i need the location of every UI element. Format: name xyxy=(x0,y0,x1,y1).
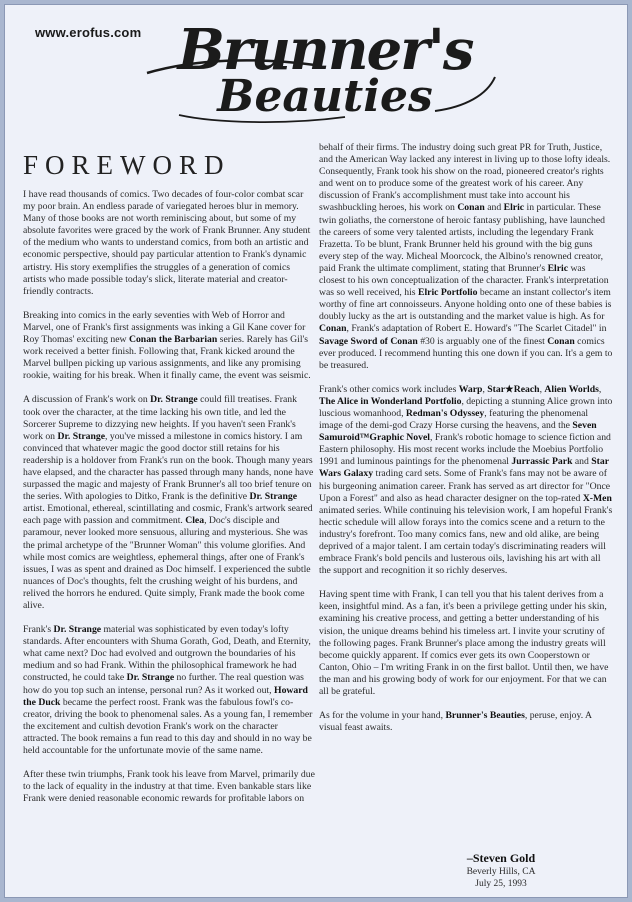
paragraph: Breaking into comics in the early seventies with Web of Horror and Marvel, one of Frank's first assignments was inking a Gil Kane cover for Roy Thomas' exciting new Conan the Barbarian series. Rarely has Gil's work received a better finish. Following that, Frank kicked around the Marvel bullpen picking up various assignments, and like any promising rookie, waiting for his break. When it finally came, the event was seismic. xyxy=(23,309,311,382)
paragraph: As for the volume in your hand, Brunner's Beauties, peruse, enjoy. A visual feast awaits. xyxy=(319,710,592,734)
right-column xyxy=(319,142,613,746)
signature-date: July 25, 1993 xyxy=(475,879,527,889)
watermark: www.erofus.com xyxy=(35,25,142,40)
paragraph: Frank's other comics work includes Warp, Star★Reach, Alien Worlds, The Alice in Wonderland Portfolio, depicting a stunning Alice grown into luscious womanhood, Redman's Odyssey, featuring the phenomenal image of the demi-god Crazy Horse cursing the heavens, and the Seven Samuroid™Graphic Novel, Frank's robotic homage to science fiction and Eastern philosophy. His most recent works include the Moebius Portfolio 1991 and luminous paintings for the phenomenal Jurrassic Park and Star Wars Galaxy trading card sets. Some of Frank's fans may not be aware of his burgeoning animation career. Frank has served as art director for "Once Upon a Forest" and also as head character designer on the top-rated X-Men animated series. While continuing his television work, I am hopeful Frank's hectic schedule will allow forays into the comics scene and a return to the industry's forefront. Too many comics fans, new and old alike, are being deprived of a major talent. I am certain today's discriminating readers will embrace Frank's bold pencils and lusterous oils, lavishing his art with all the support and recognition it so richly deserves. xyxy=(319,383,613,577)
paragraph: After these twin triumphs, Frank took his leave from Marvel, primarily due to the lack of equality in the industry at that time. Even bankable stars like Frank were denied reasonable economic rewards for profitable labors on xyxy=(23,769,315,805)
page-title: FOREWORD xyxy=(23,150,231,180)
paragraph: Frank's Dr. Strange material was sophisticated by even today's lofty standards. After encounters with Shuma Gorath, God, Death, and Eternity, what came next? Doc had evolved and outgrown the boundaries of his medium and so had Frank. Within the philosophical framework he had constructed, he could take Dr. Strange no further. The real question was how do you top such an intense, personal run? As it worked out, Howard the Duck became the perfect roost. Frank was the fabulous fowl's co-creator, driving the book to phenomenal sales. As a young fan, I remember the excitement and cultish devotion Frank's work on the character attracted. The book remains a fun read to this day and should in no way be held accountable for the unfortunate movie of the same name. xyxy=(23,624,313,757)
left-column xyxy=(23,189,315,817)
paragraph: Having spent time with Frank, I can tell you that his talent derives from a keen, insightful mind. As a fan, it's been a privilege getting under his skin, examining his creative process, and getting a better understanding of his vision, the unique dreams behind his timeless art. I invite your scrutiny of the following pages. Frank Brunner's place among the industry greats will become quickly apparent. If comics ever gets its own Cooperstown or Canton, Ohio – I'm writing Frank in on the first ballot. Until then, we have the man and his growing body of work for our enjoyment. For that we can all be grateful. xyxy=(319,589,609,698)
title-logo xyxy=(135,11,505,131)
signature-name: –Steven Gold xyxy=(466,851,536,865)
logo-line-1: Brunner's xyxy=(177,17,473,83)
paragraph: I have read thousands of comics. Two decades of four-color combat scar my poor brain. An endless parade of variegated heroes blur in memory. Many of those books are not worth reminiscing about, but some of my absolute favorites were graced by the work of Frank Brunner. Any student of the medium who wants to understand comics, from both an artistic and economic perspective, should pay particular attention to Frank's dynamic artistry. His story exemplifies the struggles of a generation of comics artists who made possible today's slick, literate material and creator-friendly contracts. xyxy=(23,189,311,297)
logo-line-2: Beauties xyxy=(217,71,433,122)
page xyxy=(4,4,628,898)
signature-block xyxy=(441,851,561,890)
paragraph: behalf of their firms. The industry doing such great PR for Truth, Justice, and the American Way lacked any interest in living up to those lofty ideals. Consequently, Frank took his show on the road, pioneered creator's rights and went on to produce some of the greatest work of his career. Any discussion of Frank's accomplishment must take into account his swashbuckling heroes, his work on Conan and Elric in particular. These twin goliaths, the cornerstone of heroic fantasy publishing, have launched the careers of some very talented artists, including the legendary Frank Frazetta. To be blunt, Frank Brunner held his ground with the big guns every step of the way. Micheal Moorcock, the Albino's renowned creator, paid Frank the ultimate compliment, stating that Brunner's Elric was closest to his own conceptualization of the character. Frank's interpretation was so well received, his Elric Portfolio became an instant collector's item worthy of fine art connoisseurs. Anyone holding onto one of these babies is doubly lucky as the art is outstanding and the market value is high. As for Conan, Frank's adaptation of Robert E. Howard's "The Scarlet Citadel" in Savage Sword of Conan #30 is arguably one of the finest Conan comics ever produced. I recommend hunting this one down if you can. It's a gem to be treasured. xyxy=(319,142,613,371)
paragraph: A discussion of Frank's work on Dr. Strange could fill treatises. Frank took over the character, at the time lacking his own title, and led the Sorcerer Supreme to dizzying new heights. If you haven't seen Frank's work on Dr. Strange, you've missed a milestone in comics history. I am convinced that whatever magic the good doctor still retains for his readership is a holdover from Frank's run on the book. Though many years have elapsed, and the character has passed through many hands, none have surpassed the magic and majesty of Frank Brunner's all too brief tenure on the series. With apologies to Ditko, Frank is the definitive Dr. Strange artist. Emotional, ethereal, scintillating and cosmic, Frank's artwork seared each page with passion and commitment. Clea, Doc's disciple and paramour, never looked more sensuous, alluring and mysterious. She was the primal archetype of the "Brunner Woman" this volume glorifies. And while most comics are weightless, ephemeral things, after one of Frank's issues, I was as spent and drained as Doc himself. I experienced the subtle nuances of Doc's thoughts, felt the crushing weight of his burdens, and relived the horrors he endured. Quite simply, Frank made the book come alive. xyxy=(23,394,314,611)
signature-place: Beverly Hills, CA xyxy=(466,867,536,877)
